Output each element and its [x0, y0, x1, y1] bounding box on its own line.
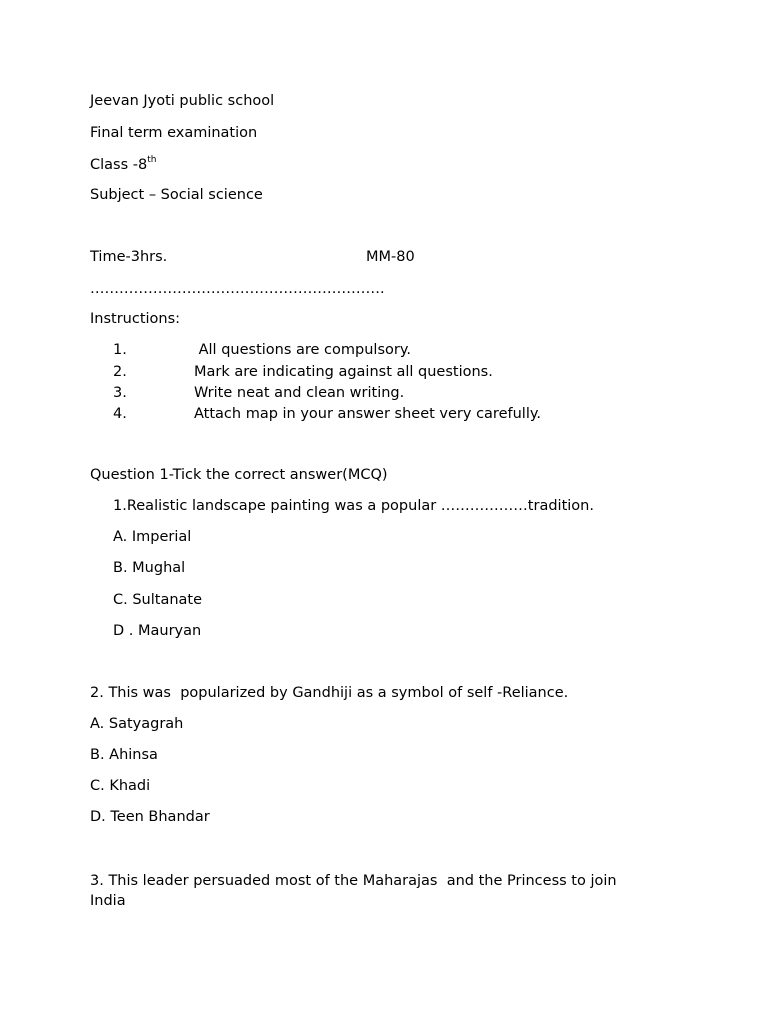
question-text: 3. This leader persuaded most of the Maharajas and the Princess to join: [90, 873, 617, 889]
option-a: A. Satyagrah: [90, 716, 184, 732]
instructions-title: Instructions:: [90, 311, 181, 327]
instruction-number: 2.: [113, 364, 127, 380]
instruction-text: Write neat and clean writing.: [194, 385, 405, 401]
dotted-divider: …………………………………………………….: [90, 281, 385, 297]
option-d: D . Mauryan: [113, 623, 202, 639]
question-text: 2. This was popularized by Gandhiji as a symbol of self -Reliance.: [90, 685, 569, 701]
option-b: B. Mughal: [113, 560, 186, 576]
subject-label: Subject – Social science: [90, 187, 263, 203]
question-text-continued: India: [90, 893, 126, 909]
time-label: Time-3hrs.: [90, 249, 168, 265]
instruction-text: Mark are indicating against all questions.: [194, 364, 493, 380]
class-superscript: th: [147, 155, 157, 165]
question-text: 1.Realistic landscape painting was a popular ………………tradition.: [113, 498, 594, 514]
exam-title: Final term examination: [90, 125, 258, 141]
instruction-text: All questions are compulsory.: [194, 342, 411, 358]
option-c: C. Sultanate: [113, 592, 203, 608]
class-text: Class -8: [90, 156, 148, 173]
option-a: A. Imperial: [113, 529, 192, 545]
instruction-number: 4.: [113, 406, 127, 422]
school-name: Jeevan Jyoti public school: [90, 93, 275, 109]
instruction-number: 1.: [113, 342, 127, 358]
max-marks-label: MM-80: [366, 249, 415, 265]
class-label: [90, 156, 156, 174]
instruction-text: Attach map in your answer sheet very carefully.: [194, 406, 541, 422]
option-c: C. Khadi: [90, 778, 151, 794]
option-b: B. Ahinsa: [90, 747, 158, 763]
instruction-number: 3.: [113, 385, 127, 401]
section-title: Question 1-Tick the correct answer(MCQ): [90, 467, 388, 483]
option-d: D. Teen Bhandar: [90, 809, 210, 825]
